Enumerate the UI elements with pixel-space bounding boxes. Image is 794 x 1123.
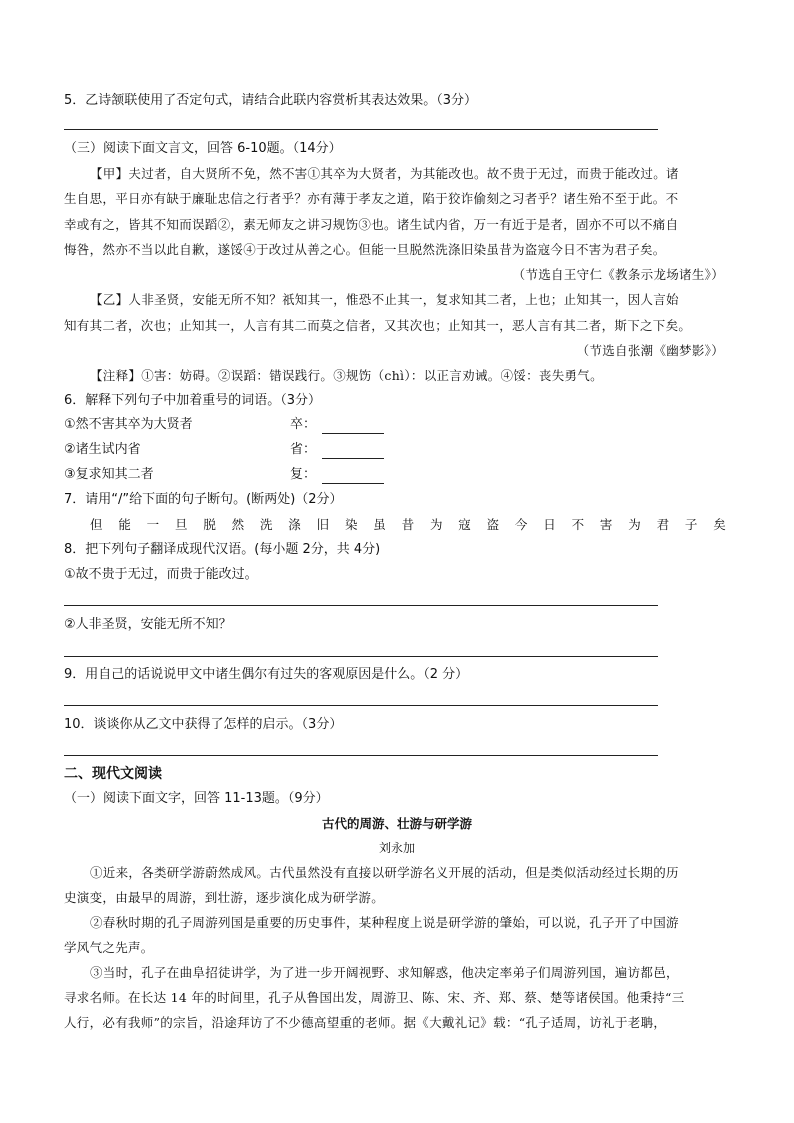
article-author: 刘永加: [378, 841, 415, 855]
passage-jia-line: 生自思，平日亦有缺于廉耻忠信之行者乎？亦有薄于孝友之道，陷于狡诈偷刻之习者乎？诸生殆不至于此。不: [64, 191, 679, 206]
passage-yi-line: 知有其二者，次也；止知其一，人言有其二而莫之信者，又其次也；止知其一，恶人言有其二者，斯下之下矣。: [64, 318, 692, 333]
part-2-heading: 二、现代文阅读: [64, 766, 162, 782]
q6-sentence: ③复求知其二者: [64, 467, 154, 482]
passage-yi-source: （节选自张潮《幽梦影》）: [576, 343, 724, 358]
q6-answer: 卒：: [290, 416, 384, 434]
q6-answer: 复：: [290, 466, 384, 484]
q7-char: 不: [571, 517, 585, 532]
question-9: 9．用自己的话说说甲文中诸生偶尔有过失的客观原因是什么。（2 分）: [64, 667, 469, 682]
question-5: 5．乙诗颔联使用了否定句式，请结合此联内容赏析其表达效果。（3分）: [64, 93, 478, 108]
q7-char: 日: [543, 517, 556, 532]
question-8: 8．把下列句子翻译成现代汉语。(每小题 2分，共 4分): [64, 542, 381, 557]
notes: 【注释】①害：妨碍。②误蹈：错误践行。③规饬（chì）：以正言劝诫。④馁：丧失勇气。: [90, 368, 603, 383]
answer-line[interactable]: [64, 605, 658, 606]
q7-char: 旦: [174, 517, 188, 532]
question-6: 6．解释下列句子中加着重号的词语。（3分）: [64, 393, 322, 408]
article-paragraph-line: 寻求名师。在长达 14 年的时间里，孔子从鲁国出发，周游卫、陈、宋、齐、郑、蔡、楚等诸侯国。他秉持“三: [64, 990, 685, 1005]
q7-char: 为: [429, 517, 443, 532]
q7-char: 然: [231, 517, 245, 532]
passage-jia-line: 悔咎，然亦不当以此自歉，遂馁④于改过从善之心。但能一旦脱然洗涤旧染虽昔为盗寇今日不害为君子矣。: [64, 242, 666, 257]
answer-blank[interactable]: [322, 419, 384, 434]
q7-char: 但: [90, 517, 103, 532]
passage-jia-line: 【甲】夫过者，自大贤所不免，然不害①其卒为大贤者，为其能改也。故不贵于无过，而贵于能改过。诸: [90, 166, 679, 181]
part-2-subheading: （一）阅读下面文字，回答 11-13题。（9分）: [64, 791, 329, 806]
q7-char: 今: [514, 517, 528, 532]
q8-sentence-1: ①故不贵于无过，而贵于能改过。: [64, 567, 258, 582]
question-10: 10．谈谈你从乙文中获得了怎样的启示。（3分）: [64, 717, 343, 732]
q7-char: 盗: [486, 517, 500, 532]
q8-sentence-2: ②人非圣贤，安能无所不知？: [64, 617, 232, 632]
q7-char: 一: [146, 517, 160, 532]
q6-sentence: ②诸生试内省: [64, 442, 141, 457]
q7-char: 害: [599, 517, 613, 532]
q7-char: 脱: [203, 517, 216, 532]
q7-sentence[interactable]: [90, 516, 726, 534]
answer-line[interactable]: [64, 129, 658, 130]
passage-jia-source: （节选自王守仁《教条示龙场诸生》）: [512, 267, 724, 282]
section-3-heading: （三）阅读下面文言文，回答 6-10题。（14分）: [64, 141, 342, 156]
q7-char: 旧: [316, 517, 330, 532]
q7-char: 昔: [401, 517, 415, 532]
q6-answer: 省：: [290, 441, 384, 459]
article-paragraph-line: 人行，必有我师”的宗旨，沿途拜访了不少德高望重的老师。据《大戴礼记》载：“孔子适周，访礼于老聃，: [64, 1015, 667, 1030]
article-paragraph-line: ②春秋时期的孔子周游列国是重要的历史事件，某种程度上说是研学游的肇始，可以说，孔子开了中国游: [90, 915, 679, 930]
answer-blank[interactable]: [322, 444, 384, 459]
q6-sentence: ①然不害其卒为大贤者: [64, 417, 193, 432]
article-paragraph-line: ①近来，各类研学游蔚然成风。古代虽然没有直接以研学游名义开展的活动，但是类似活动经过长期的历: [90, 865, 679, 880]
q7-char: 为: [628, 517, 641, 532]
passage-yi-line: 【乙】人非圣贤，安能无所不知？祇知其一，惟恐不止其一，复求知其二者，上也；止知其一，因人言始: [90, 292, 679, 307]
q7-char: 虽: [373, 517, 386, 532]
question-7: 7．请用“/”给下面的句子断句。(断两处)（2分）: [64, 492, 343, 507]
q7-char: 能: [118, 517, 131, 532]
answer-line[interactable]: [64, 755, 658, 756]
q7-char: 染: [344, 517, 358, 532]
q7-char: 子: [684, 517, 698, 532]
article-paragraph-line: 史演变，由最早的周游，到壮游，逐步演化成为研学游。: [64, 890, 385, 905]
q7-char: 涤: [288, 517, 301, 532]
article-title: 古代的周游、壮游与研学游: [321, 816, 472, 831]
q7-char: 洗: [259, 517, 273, 532]
q7-char: 矣: [713, 517, 726, 532]
answer-blank[interactable]: [322, 469, 384, 484]
answer-line[interactable]: [64, 705, 658, 706]
q7-char: 寇: [458, 517, 471, 532]
article-paragraph-line: ③当时，孔子在曲阜招徒讲学，为了进一步开阔视野、求知解惑，他决定率弟子们周游列国，遍访都邑，: [90, 965, 679, 980]
answer-line[interactable]: [64, 656, 658, 657]
article-paragraph-line: 学风气之先声。: [64, 940, 154, 955]
q7-char: 君: [656, 517, 670, 532]
passage-jia-line: 幸或有之，皆其不知而误蹈②，素无师友之讲习规饬③也。诸生试内省，万一有近于是者，固亦不可以不痛自: [64, 217, 679, 232]
